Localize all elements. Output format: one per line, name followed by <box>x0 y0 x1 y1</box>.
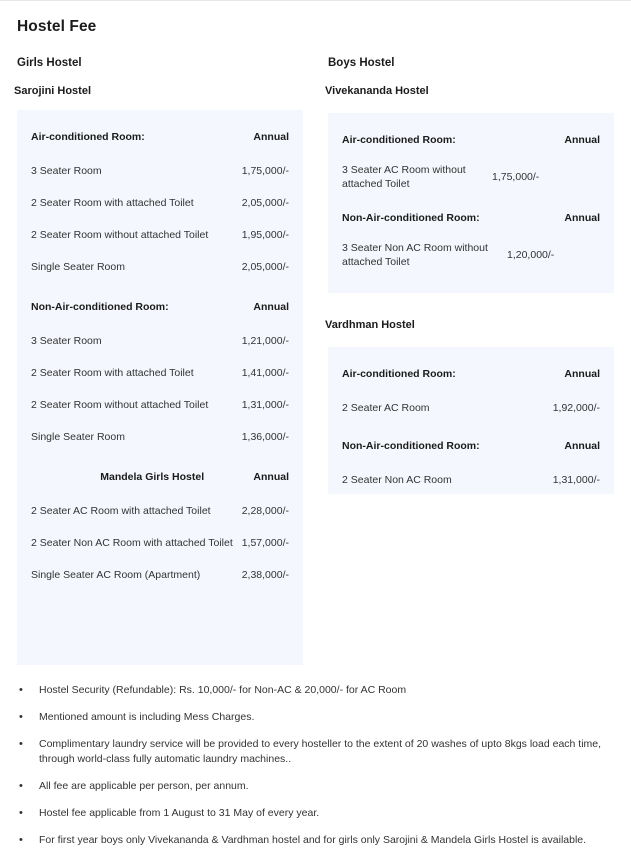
table-row <box>328 467 614 493</box>
table-row-header <box>17 294 303 320</box>
table-row <box>17 254 303 280</box>
bullet-icon: • <box>19 807 23 819</box>
table-row <box>328 241 614 269</box>
section-header-label: Air-conditioned Room: <box>342 134 456 146</box>
page-title: Hostel Fee <box>17 18 97 35</box>
list-item <box>17 779 617 794</box>
room-label: 2 Seater AC Room with attached Toilet <box>31 505 211 517</box>
room-fee: 1,75,000/- <box>492 171 540 183</box>
note-text: All fee are applicable per person, per annum. <box>39 780 249 792</box>
table-row <box>17 190 303 216</box>
notes-list <box>17 683 617 860</box>
section-header-value: Annual <box>253 131 289 143</box>
room-label: 2 Seater Room with attached Toilet <box>31 197 194 209</box>
table-row <box>17 360 303 386</box>
table-row <box>17 222 303 248</box>
boys-hostel-heading: Boys Hostel <box>328 57 395 69</box>
girls-hostel-fee-panel <box>17 110 303 665</box>
table-row <box>17 392 303 418</box>
room-label: 2 Seater Room without attached Toilet <box>31 229 209 241</box>
room-label: 2 Seater Room with attached Toilet <box>31 367 194 379</box>
bullet-icon: • <box>19 780 23 792</box>
section-header-value: Annual <box>253 471 289 483</box>
sarojini-hostel-heading: Sarojini Hostel <box>14 85 92 97</box>
list-item <box>17 683 617 698</box>
table-row-header <box>328 433 614 459</box>
bullet-icon: • <box>19 738 23 750</box>
mandela-hostel-heading: Mandela Girls Hostel <box>100 471 205 483</box>
table-row <box>17 328 303 354</box>
room-label: 3 Seater Non AC Room without attached Toilet <box>342 242 488 268</box>
room-label: Single Seater Room <box>31 431 125 443</box>
vivekananda-fee-table <box>328 113 614 269</box>
note-text: Complimentary laundry service will be provided to every hosteller to the extent of 20 washes of upto 8kgs load each time, through world-class fully automatic laundry machines.. <box>39 738 602 765</box>
note-text: Mentioned amount is including Mess Charges. <box>39 711 255 723</box>
section-header-label: Air-conditioned Room: <box>342 368 456 380</box>
table-row-header <box>328 361 614 387</box>
girls-hostel-heading: Girls Hostel <box>17 57 82 69</box>
table-row-header <box>17 124 303 150</box>
vardhman-fee-table <box>328 347 614 493</box>
room-fee: 1,92,000/- <box>552 402 600 414</box>
room-label: 2 Seater Room without attached Toilet <box>31 399 209 411</box>
list-item <box>17 737 617 767</box>
room-fee: 1,36,000/- <box>241 431 289 443</box>
room-label: 2 Seater Non AC Room <box>342 474 452 486</box>
table-row <box>328 163 614 191</box>
room-label: 3 Seater AC Room without attached Toilet <box>342 164 466 190</box>
room-fee: 1,57,000/- <box>241 537 289 549</box>
bullet-icon: • <box>19 684 23 696</box>
section-header-value: Annual <box>564 134 600 146</box>
note-text: Hostel Security (Refundable): Rs. 10,000/- for Non-AC & 20,000/- for AC Room <box>39 684 407 696</box>
room-label: 3 Seater Room <box>31 335 102 347</box>
note-text: Hostel fee applicable from 1 August to 31 May of every year. <box>39 807 320 819</box>
table-row <box>17 158 303 184</box>
vivekananda-fee-panel <box>328 113 614 293</box>
room-label: Single Seater AC Room (Apartment) <box>31 569 201 581</box>
room-fee: 1,95,000/- <box>241 229 289 241</box>
bullet-icon: • <box>19 711 23 723</box>
table-row <box>17 424 303 450</box>
list-item <box>17 806 617 821</box>
room-fee: 1,75,000/- <box>241 165 289 177</box>
room-label: 2 Seater AC Room <box>342 402 430 414</box>
table-row-header <box>328 205 614 231</box>
room-fee: 1,41,000/- <box>241 367 289 379</box>
girls-fee-table <box>17 110 303 588</box>
section-header-value: Annual <box>564 440 600 452</box>
section-header-value: Annual <box>564 368 600 380</box>
room-fee: 1,21,000/- <box>241 335 289 347</box>
bullet-icon: • <box>19 834 23 846</box>
room-fee: 1,20,000/- <box>507 249 555 261</box>
table-row-header <box>328 127 614 153</box>
room-fee: 1,31,000/- <box>241 399 289 411</box>
table-row <box>17 498 303 524</box>
note-text: For first year boys only Vivekananda & Vardhman hostel and for girls only Sarojini & Mandela Girls Hostel is available. <box>39 834 587 846</box>
table-row <box>17 530 303 556</box>
vivekananda-hostel-heading: Vivekananda Hostel <box>325 85 429 97</box>
section-header-label: Non-Air-conditioned Room: <box>342 212 480 224</box>
room-fee: 2,05,000/- <box>241 197 289 209</box>
table-row-header <box>17 464 303 490</box>
section-header-label: Non-Air-conditioned Room: <box>342 440 480 452</box>
table-row <box>17 562 303 588</box>
room-label: Single Seater Room <box>31 261 125 273</box>
room-fee: 2,28,000/- <box>241 505 289 517</box>
room-label: 3 Seater Room <box>31 165 102 177</box>
room-fee: 1,31,000/- <box>552 474 600 486</box>
section-header-label: Non-Air-conditioned Room: <box>31 301 169 313</box>
list-item <box>17 710 617 725</box>
table-row <box>328 395 614 421</box>
vardhman-fee-panel <box>328 347 614 494</box>
room-label: 2 Seater Non AC Room with attached Toilet <box>31 537 233 549</box>
section-header-value: Annual <box>253 301 289 313</box>
room-fee: 2,38,000/- <box>241 569 289 581</box>
list-item <box>17 833 617 848</box>
top-divider <box>0 0 631 1</box>
vardhman-hostel-heading: Vardhman Hostel <box>325 319 415 331</box>
section-header-label: Air-conditioned Room: <box>31 131 145 143</box>
section-header-value: Annual <box>564 212 600 224</box>
room-fee: 2,05,000/- <box>241 261 289 273</box>
